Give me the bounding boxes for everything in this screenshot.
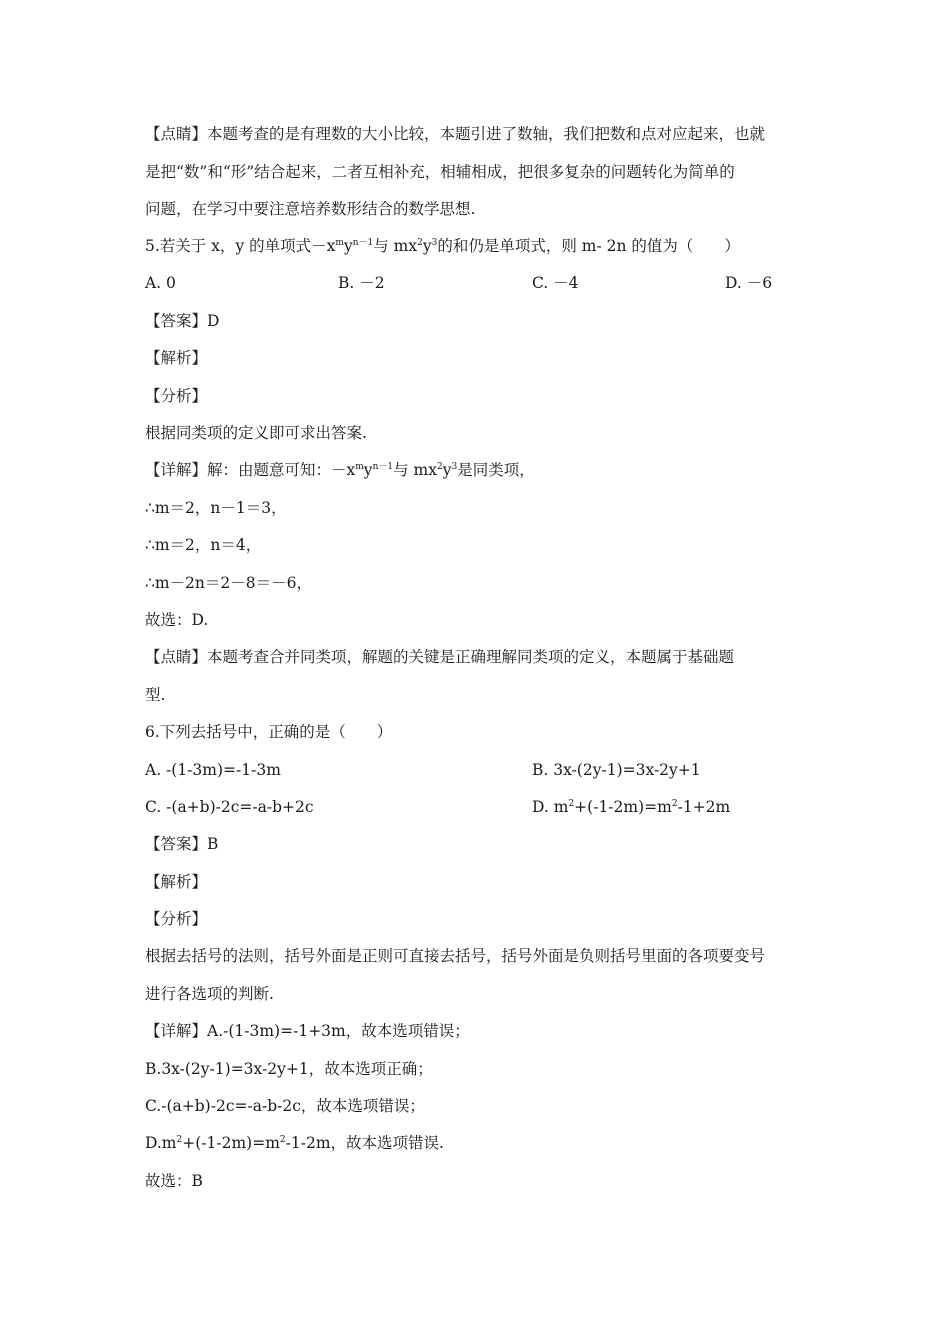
q5-method: 根据同类项的定义即可求出答案.: [145, 424, 367, 442]
q6-detail-c: C.-(a+b)-2c=-a-b-2c，故本选项错误；: [145, 1097, 425, 1115]
q5-step-2: ∴m＝2，n＝4，: [145, 536, 262, 554]
q5-dianjing-line-2: 型.: [145, 686, 166, 704]
q5-option-c: C. －4: [532, 274, 579, 292]
q6-stem: 6.下列去括号中，正确的是（ ）: [145, 723, 393, 741]
q6-method-line-1: 根据去括号的法则，括号外面是正则可直接去括号，括号外面是负则括号里面的各项要变号: [145, 947, 766, 965]
q6-choose: 故选：B: [145, 1172, 203, 1190]
q5-stem: 5.若关于 x，y 的单项式$-x^my^{n-1}$与 $mx^2y^3$的和仍是单项式，则 m- 2n 的值为（ ）: [145, 237, 740, 255]
q6-analysis-heading: 【解析】: [145, 873, 208, 891]
q5-analysis-heading: 【解析】: [145, 349, 208, 367]
q6-detail-b: B.3x-(2y-1)=3x-2y+1，故本选项正确；: [145, 1060, 433, 1078]
q5-choose: 故选：D.: [145, 611, 209, 629]
q5-option-d: D. －6: [725, 274, 773, 292]
q5-option-a: A. 0: [145, 274, 176, 292]
dianjing-prev-line-2: 是把“数”和“形”结合起来，二者互相补充，相辅相成，把很多复杂的问题转化为简单的: [145, 163, 735, 181]
q6-option-b: B. 3x-(2y-1)=3x-2y+1: [532, 761, 701, 779]
q6-option-c: C. -(a+b)-2c=-a-b+2c: [145, 798, 314, 816]
q5-option-b: B. －2: [338, 274, 385, 292]
dianjing-prev-line-3: 问题，在学习中要注意培养数形结合的数学思想.: [145, 200, 476, 218]
q5-step-1: ∴m＝2，n－1＝3，: [145, 499, 287, 517]
q5-dianjing-line-1: 【点睛】本题考查合并同类项，解题的关键是正确理解同类项的定义，本题属于基础题: [145, 648, 735, 666]
q6-fenxi-heading: 【分析】: [145, 910, 208, 928]
dianjing-prev-line-1: 【点睛】本题考查的是有理数的大小比较，本题引进了数轴，我们把数和点对应起来，也就: [145, 125, 766, 143]
q6-option-d: D. $m^2+(-1-2m)=m^2-1+2m$: [532, 798, 731, 816]
q6-answer: 【答案】B: [145, 835, 219, 853]
q6-detail-a: 【详解】A.-(1-3m)=-1+3m，故本选项错误；: [145, 1022, 470, 1040]
q5-detail: 【详解】解：由题意可知：$-x^my^{n-1}$与 $mx^2y^3$是同类项，: [145, 461, 535, 479]
q6-method-line-2: 进行各选项的判断.: [145, 985, 274, 1003]
q6-option-a: A. -(1-3m)=-1-3m: [145, 761, 281, 779]
q5-answer: 【答案】D: [145, 312, 220, 330]
q5-step-3: ∴m－2n＝2－8＝－6，: [145, 574, 312, 592]
q6-detail-d: $D.m^2+(-1-2m)=m^2-1-2m$，故本选项错误.: [145, 1134, 444, 1152]
q5-fenxi-heading: 【分析】: [145, 387, 208, 405]
